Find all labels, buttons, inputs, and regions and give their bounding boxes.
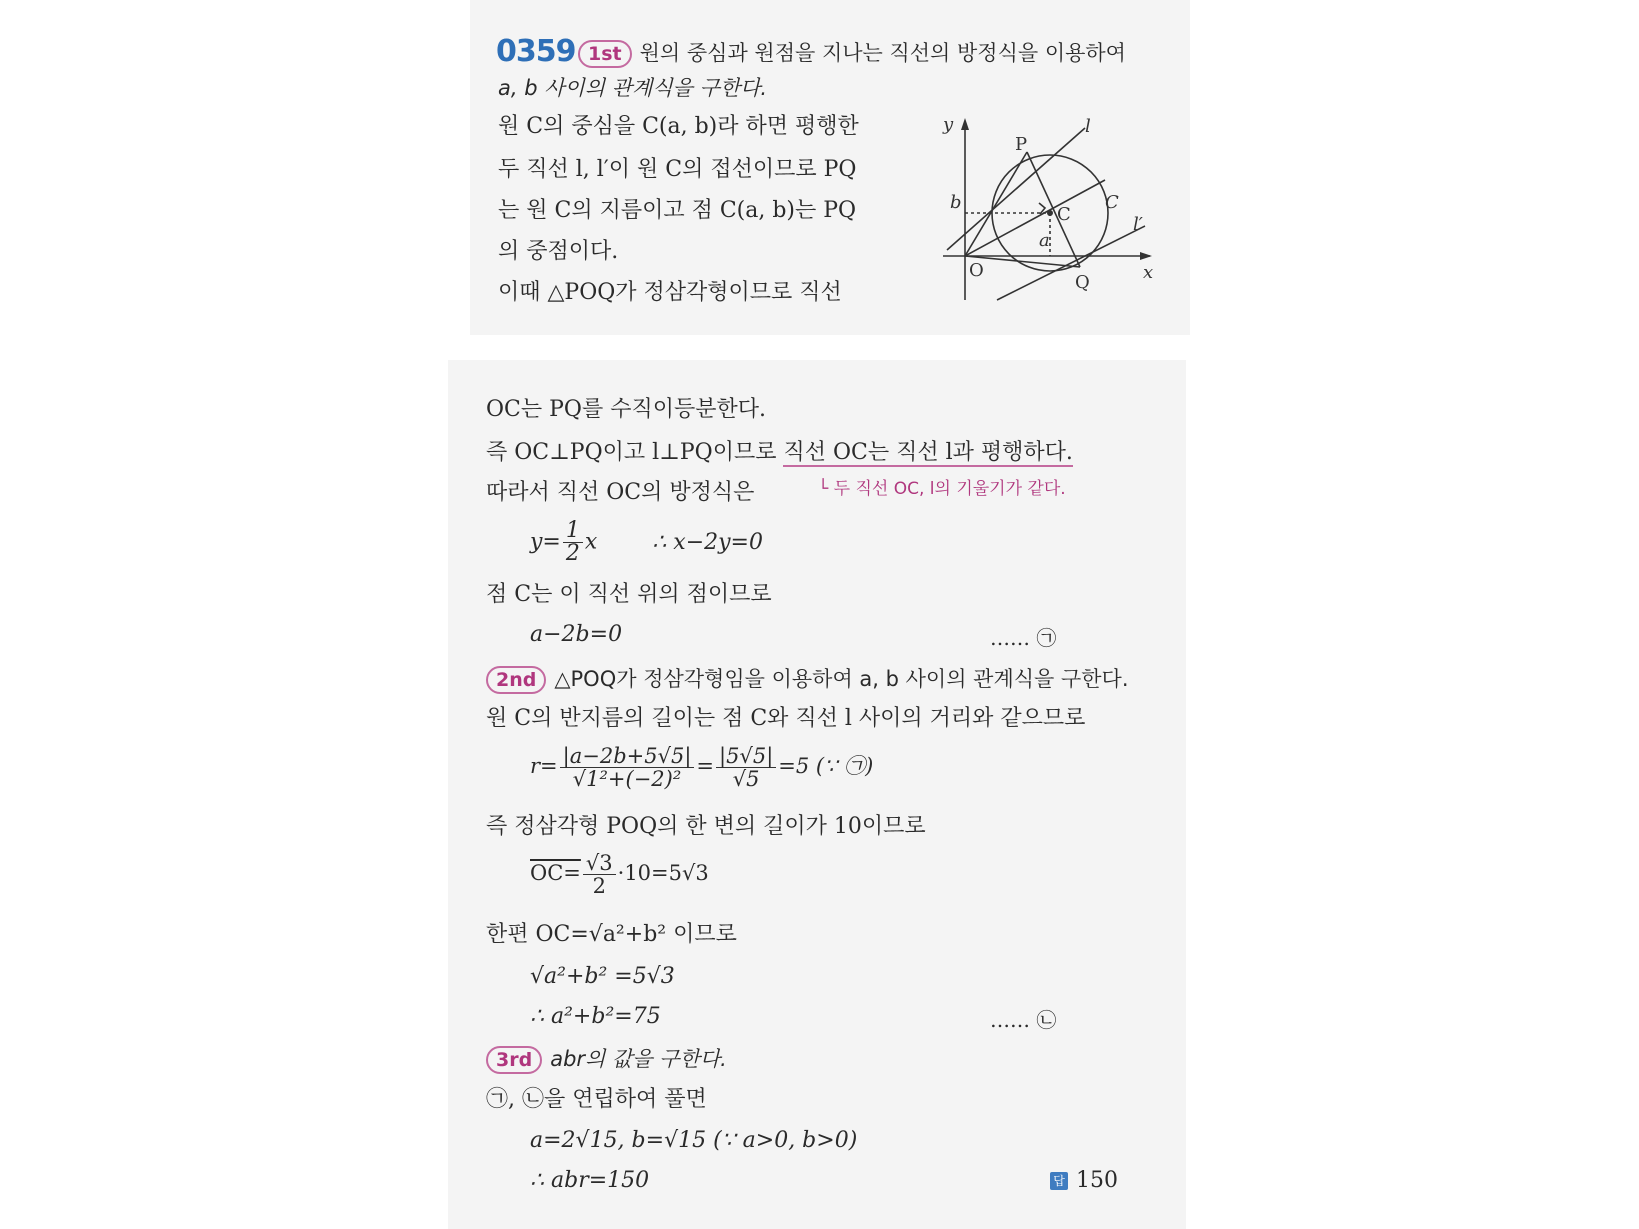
- equation-line: √a²+b² =5√3: [530, 964, 675, 989]
- step2-heading: [486, 664, 1129, 694]
- label-l-prime: l′: [1133, 214, 1143, 235]
- equation-line: a−2b=0: [530, 622, 623, 647]
- answer-icon: 답: [1050, 1172, 1068, 1190]
- top-text-line: 이때 △POQ가 정삼각형이므로 직선: [498, 280, 842, 305]
- solution-line: ㉠, ㉡을 연립하여 풀면: [486, 1087, 707, 1112]
- solution-line: 즉 정삼각형 POQ의 한 변의 길이가 10이므로: [486, 814, 926, 839]
- equation-line: [530, 520, 763, 565]
- label-O: O: [969, 260, 984, 281]
- line-OC: [965, 180, 1105, 256]
- segment-OP: [965, 152, 1027, 256]
- step1-heading: [578, 38, 1126, 68]
- step1-heading-line1: 원의 중심과 원점을 지나는 직선의 방정식을 이용하여: [639, 41, 1126, 65]
- top-text-line: 두 직선 l, l′이 원 C의 접선이므로 PQ: [498, 157, 857, 182]
- step1-heading-line2: a, b 사이의 관계식을 구한다.: [498, 76, 768, 100]
- label-a: a: [1039, 230, 1050, 251]
- problem-number: 0359: [496, 34, 576, 69]
- answer-value: 150: [1076, 1168, 1118, 1193]
- step3-badge: 3rd: [486, 1046, 542, 1074]
- label-Q: Q: [1075, 272, 1090, 293]
- solution-line: 한편 OC=√a²+b² 이므로: [486, 922, 737, 947]
- step1-badge: 1st: [578, 40, 632, 68]
- eq-part: =5 (∵ ㉠): [778, 754, 874, 778]
- geometry-diagram: [935, 110, 1165, 310]
- fraction: [563, 520, 583, 565]
- fraction-denominator: 2: [565, 541, 580, 566]
- equation-line: ∴ a²+b²=75: [530, 1004, 661, 1029]
- solution-line: OC는 PQ를 수직이등분한다.: [486, 397, 766, 422]
- fraction-numerator: |a−2b+5√5|: [560, 745, 695, 768]
- equation-line: [530, 745, 873, 790]
- fraction: [560, 745, 695, 790]
- equation-line: a=2√15, b=√15 (∵ a>0, b>0): [530, 1128, 858, 1153]
- underlined-statement: 직선 OC는 직선 l과 평행하다.: [783, 440, 1073, 465]
- eq-part: y=: [530, 529, 561, 555]
- label-circle-c: C: [1105, 192, 1119, 213]
- step3-heading: [486, 1044, 727, 1074]
- solution-line-part: 즉 OC⊥PQ이고 l⊥PQ이므로: [486, 440, 784, 465]
- top-text-line: 원 C의 중심을 C(a, b)라 하면 평행한: [498, 114, 859, 139]
- equation-marker: …… ㉡: [990, 1008, 1057, 1032]
- eq-part: OC=: [530, 861, 581, 885]
- segment-PQ: [1027, 152, 1080, 267]
- fraction-denominator: 2: [592, 874, 606, 898]
- fraction-numerator: √3: [583, 852, 616, 875]
- equation-line: [530, 852, 709, 897]
- step2-heading-text: △POQ가 정삼각형임을 이용하여 a, b 사이의 관계식을 구한다.: [554, 667, 1129, 691]
- label-C-point: C: [1057, 204, 1071, 225]
- equation-line: ∴ abr=150: [530, 1168, 650, 1193]
- fraction: [716, 745, 776, 790]
- equation-marker: …… ㉠: [990, 626, 1057, 650]
- fraction: [583, 852, 616, 897]
- label-b: b: [950, 192, 962, 213]
- y-arrow-icon: [961, 118, 969, 130]
- top-text-line: 는 원 C의 지름이고 점 C(a, b)는 PQ: [498, 198, 857, 223]
- label-P: P: [1015, 134, 1028, 155]
- solution-line: 따라서 직선 OC의 방정식은: [486, 480, 755, 505]
- eq-part: x: [584, 529, 598, 555]
- fraction-numerator: |5√5|: [716, 745, 776, 768]
- side-note: └ 두 직선 OC, l의 기울기가 같다.: [818, 479, 1066, 499]
- eq-part: =: [696, 754, 715, 778]
- fraction-denominator: √5: [732, 767, 760, 791]
- solution-line: 점 C는 이 직선 위의 점이므로: [486, 582, 772, 607]
- solution-line: [486, 438, 1073, 468]
- top-text-line: 의 중점이다.: [498, 239, 619, 264]
- solution-line: 원 C의 반지름의 길이는 점 C와 직선 l 사이의 거리와 같으므로: [486, 706, 1086, 731]
- eq-part: ·10=5√3: [617, 861, 709, 885]
- center-point: [1047, 210, 1053, 216]
- label-y: y: [943, 114, 954, 135]
- step3-heading-text: abr의 값을 구한다.: [550, 1047, 727, 1071]
- eq-part: r=: [530, 754, 558, 778]
- fraction-denominator: √1²+(−2)²: [572, 767, 682, 791]
- answer: [1050, 1166, 1118, 1196]
- step2-badge: 2nd: [486, 666, 546, 694]
- label-l: l: [1085, 116, 1091, 137]
- fraction-numerator: 1: [563, 520, 583, 543]
- x-arrow-icon: [1140, 252, 1152, 260]
- label-x: x: [1143, 262, 1154, 283]
- eq-part: ∴ x−2y=0: [652, 529, 763, 555]
